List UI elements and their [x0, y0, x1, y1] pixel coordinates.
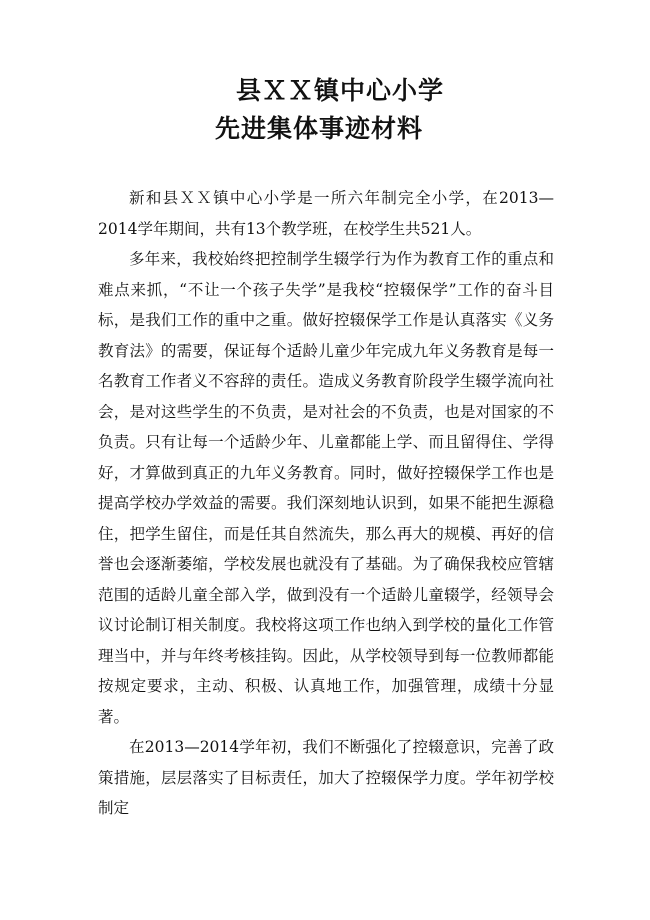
document-body [98, 183, 554, 824]
document-title-line-2: 先进集体事迹材料 [214, 114, 423, 143]
paragraph-3: 在2013—2014学年初，我们不断强化了控辍意识，完善了政策措施，层层落实了目标责任，加大了控辍保学力度。学年初学校制定 [98, 738, 554, 817]
paragraph-2: 多年来，我校始终把控制学生辍学行为作为教育工作的重点和难点来抓，“不让一个孩子失学”是我校“控辍保学”工作的奋斗目标，是我们工作的重中之重。做好控辍保学工作是认真落实《义务教育法》的需要，保证每个适龄儿童少年完成九年义务教育是每一名教育工作者义不容辞的责任。造成义务教育阶段学生辍学流向社会，是对这些学生的不负责，是对社会的不负责，也是对国家的不负责。只有让每一个适龄少年、儿童都能上学、而且留得住、学得好，才算做到真正的九年义务教育。同时，做好控辍保学工作也是提高学校办学效益的需要。我们深刻地认识到，如果不能把生源稳住，把学生留住，而是任其自然流失，那么再大的规模、再好的信誉也会逐渐萎缩，学校发展也就没有了基础。为了确保我校应管辖范围的适龄儿童全部入学，做到没有一个适龄儿童辍学，经领导会议讨论制订相关制度。我校将这项工作也纳入到学校的量化工作管理当中，并与年终考核挂钩。因此，从学校领导到每一位教师都能按规定要求，主动、积极、认真地工作，加强管理，成绩十分显著。 [98, 250, 554, 726]
document-title-line-1: 县ＸＸ镇中心小学 [235, 76, 444, 105]
paragraph-1: 新和县ＸＸ镇中心小学是一所六年制完全小学，在2013—2014学年期间，共有13个教学班，在校学生共521人。 [98, 189, 554, 238]
